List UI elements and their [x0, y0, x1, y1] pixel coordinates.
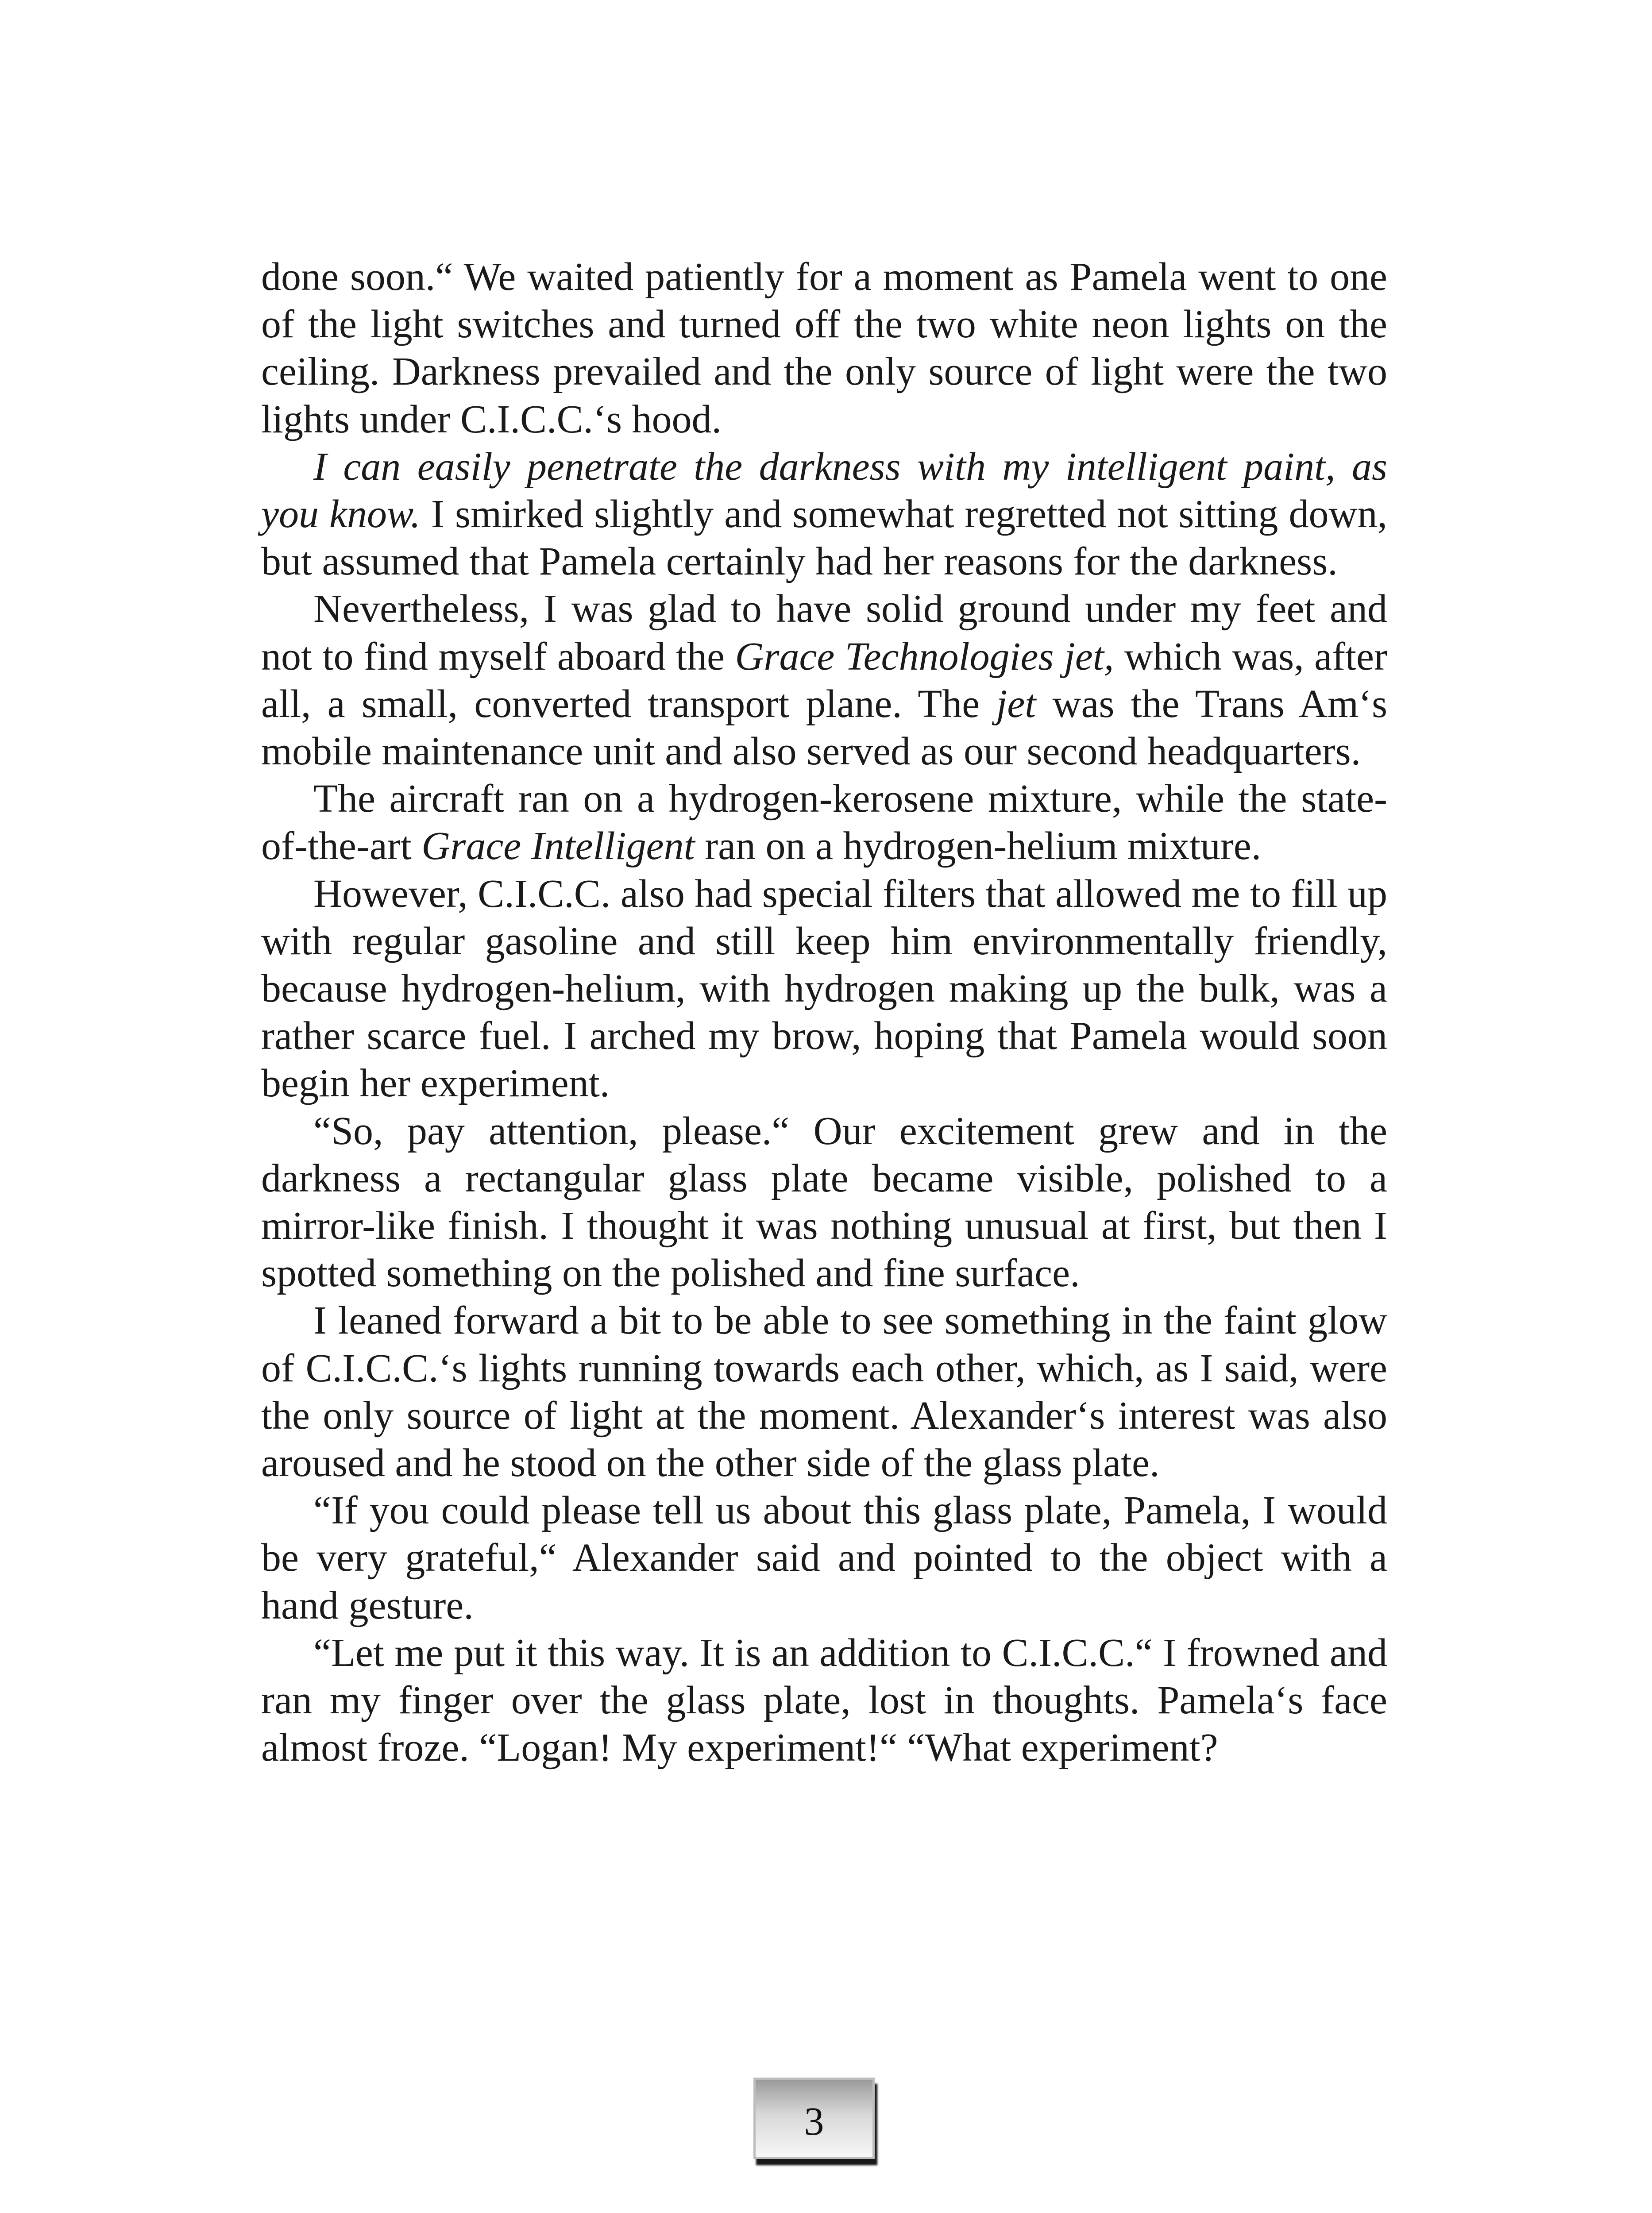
text-segment: Nevertheless, I was glad to have solid ground under my feet and not to find myself aboard the: [261, 587, 1387, 679]
text-segment: I smirked slightly and somewhat regretted not sitting down, but assumed that Pamela certainly had her reasons for the darkness.: [261, 492, 1387, 584]
text-segment: “Let me put it this way. It is an addition to C.I.C.C.“ I frowned and ran my finger over the glass plate, lost in thoughts. Pamela‘s face almost froze. “Logan! My experiment!“ “What experiment?: [261, 1631, 1387, 1770]
paragraph: [261, 585, 1387, 775]
text-segment: I leaned forward a bit to be able to see something in the faint glow of C.I.C.C.‘s lights running towards each other, which, as I said, were the only source of light at the moment. Alexander‘s interest was also aroused and he stood on the other side of the glass plate.: [261, 1299, 1387, 1485]
text-segment: which was, after all, a small, converted transport plane. The: [261, 634, 1387, 726]
text-segment: “So, pay attention, please.“ Our excitement grew and in the darkness a rectangular glass plate became visible, polished to a mirror-like finish. I thought it was nothing unusual at first, but then I spotted something on the polished and fine surface.: [261, 1109, 1387, 1295]
text-segment: However, C.I.C.C. also had special filters that allowed me to fill up with regular gasoline and still keep him environmentally friendly, because hydrogen-helium, with hydrogen making up the bulk, was a rather scarce fuel. I arched my brow, hoping that Pamela would soon begin her experiment.: [261, 871, 1387, 1106]
text-segment: was the Trans Am‘s mobile maintenance unit and also served as our second headquarters.: [261, 682, 1387, 774]
paragraph: [261, 1487, 1387, 1629]
page-number-box: [753, 2078, 875, 2159]
italic-text: Grace Technologies jet,: [735, 634, 1114, 679]
paragraph: [261, 253, 1387, 443]
text-segment: ran on a hydrogen-helium mixture.: [695, 824, 1262, 868]
italic-text: Grace Intelligent: [421, 824, 695, 868]
italic-text: I can easily penetrate the darkness with my intelligent paint, as you know.: [261, 444, 1387, 536]
paragraph: [261, 775, 1387, 870]
text-segment: The aircraft ran on a hydrogen-kerosene mixture, while the state-of-the-art: [261, 777, 1387, 868]
text-segment: “If you could please tell us about this glass plate, Pamela, I would be very grateful,“ Alexander said and pointed to the object with a hand gesture.: [261, 1488, 1387, 1627]
text-segment: done soon.“ We waited patiently for a moment as Pamela went to one of the light switches and turned off the two white neon lights on the ceiling. Darkness prevailed and the only source of light were the two lights under C.I.C.C.‘s hood.: [261, 255, 1387, 441]
page-body: [261, 253, 1387, 1772]
page-number: 3: [804, 2100, 824, 2144]
paragraph: [261, 443, 1387, 586]
paragraph: [261, 870, 1387, 1107]
paragraph: [261, 1629, 1387, 1772]
paragraph: [261, 1107, 1387, 1297]
italic-text: jet: [996, 682, 1036, 726]
paragraph: [261, 1297, 1387, 1487]
